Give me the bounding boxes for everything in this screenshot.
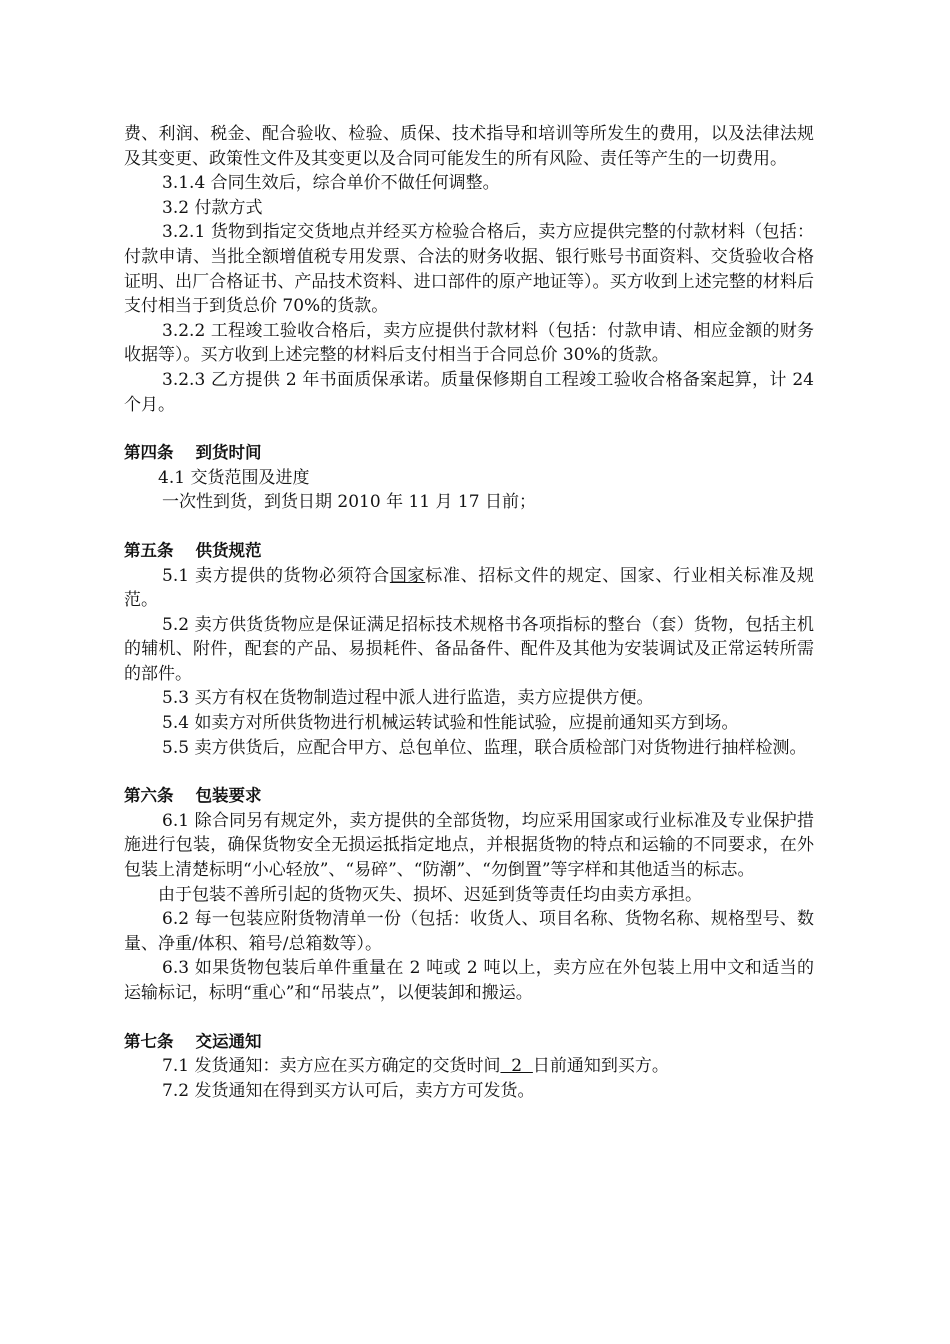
section-title: 包装要求 (195, 786, 262, 806)
section-title: 到货时间 (195, 443, 262, 463)
section-heading-5 (124, 539, 814, 564)
section-title: 交运通知 (195, 1031, 262, 1051)
paragraph-7-1 (124, 1054, 814, 1079)
paragraph-7-1-part-b: 日前通知到买方。 (532, 1056, 669, 1077)
paragraph-6-2: 6.2 每一包装应附货物清单一份（包括：收货人、项目名称、货物名称、规格型号、数量、净重/体积、箱号/总箱数等）。 (124, 909, 814, 954)
section-heading-6 (124, 784, 814, 809)
paragraph-3-1-3-continued: 费、利润、税金、配合验收、检验、质保、技术指导和培训等所发生的费用，以及法律法规及其变更、政策性文件及其变更以及合同可能发生的所有风险、责任等产生的一切费用。 (124, 124, 814, 169)
paragraph-3-1-4: 3.1.4 合同生效后，综合单价不做任何调整。 (162, 173, 500, 194)
paragraph-4-1-text: 一次性到货，到货日期 2010 年 11 月 17 日前； (162, 492, 536, 513)
paragraph-5-2: 5.2 卖方供货货物应是保证满足招标技术规格书各项指标的整台（套）货物，包括主机的辅机、附件，配套的产品、易损耗件、备品备件、配件及其他为安装调试及正常运转所需的部件。 (124, 614, 814, 684)
paragraph-4-1: 4.1 交货范围及进度 (158, 467, 310, 488)
section-heading-7 (124, 1030, 814, 1055)
paragraph-5-4: 5.4 如卖方对所供货物进行机械运转试验和性能试验，应提前通知买方到场。 (162, 713, 739, 734)
paragraph-5-5: 5.5 卖方供货后，应配合甲方、总包单位、监理，联合质检部门对货物进行抽样检测。 (162, 737, 807, 758)
section-number: 第四条 (124, 443, 174, 463)
paragraph-5-3: 5.3 买方有权在货物制造过程中派人进行监造，卖方应提供方便。 (162, 688, 654, 709)
paragraph-5-1 (124, 564, 814, 613)
section-number: 第六条 (124, 786, 174, 806)
paragraph-3-2-2: 3.2.2 工程竣工验收合格后，卖方应提供付款材料（包括：付款申请、相应金额的财务收据等）。买方收到上述完整的材料后支付相当于合同总价 30%的货款。 (124, 320, 814, 366)
paragraph-6-1-liability: 由于包装不善所引起的货物灭失、损坏、迟延到货等责任均由卖方承担。 (158, 884, 702, 905)
paragraph-3-2-1: 3.2.1 货物到指定交货地点并经买方检验合格后，卖方应提供完整的付款材料（包括：付款申请、当批全额增值税专用发票、合法的财务收据、银行账号书面资料、交货验收合格证明、出厂合格证书、产品技术资料、进口部件的原产地证等）。买方收到上述完整的材料后支付相当于到货总价 70%的货款。 (124, 222, 814, 317)
paragraph-7-2: 7.2 发货通知在得到买方认可后，卖方方可发货。 (162, 1080, 535, 1101)
paragraph-7-1-days-blank: 2 (500, 1056, 533, 1077)
paragraph-3-2: 3.2 付款方式 (162, 197, 263, 218)
paragraph-5-1-part-b: 标准、招标文件的规定、国家、行业相关标准及规范。 (124, 565, 814, 611)
section-heading-4 (124, 441, 814, 466)
section-number: 第七条 (124, 1031, 174, 1051)
section-title: 供货规范 (195, 540, 262, 560)
paragraph-5-1-underlined: 国家 (389, 565, 426, 586)
document-body (124, 122, 814, 1103)
section-number: 第五条 (124, 540, 174, 560)
paragraph-3-2-3: 3.2.3 乙方提供 2 年书面质保承诺。质量保修期自工程竣工验收合格备案起算，计 24 个月。 (124, 369, 814, 415)
paragraph-7-1-part-a: 7.1 发货通知：卖方应在买方确定的交货时间 (162, 1056, 501, 1077)
paragraph-6-3: 6.3 如果货物包装后单件重量在 2 吨或 2 吨以上，卖方应在外包装上用中文和适当的运输标记，标明“重心”和“吊装点”，以便装卸和搬运。 (124, 958, 814, 1003)
paragraph-6-1: 6.1 除合同另有规定外，卖方提供的全部货物，均应采用国家或行业标准及专业保护措施进行包装，确保货物安全无损运抵指定地点，并根据货物的特点和运输的不同要求，在外包装上清楚标明“小心轻放”、“易碎”、“防潮”、“勿倒置”等字样和其他适当的标志。 (124, 810, 814, 881)
paragraph-5-1-part-a: 5.1 卖方提供的货物必须符合 (162, 565, 390, 586)
